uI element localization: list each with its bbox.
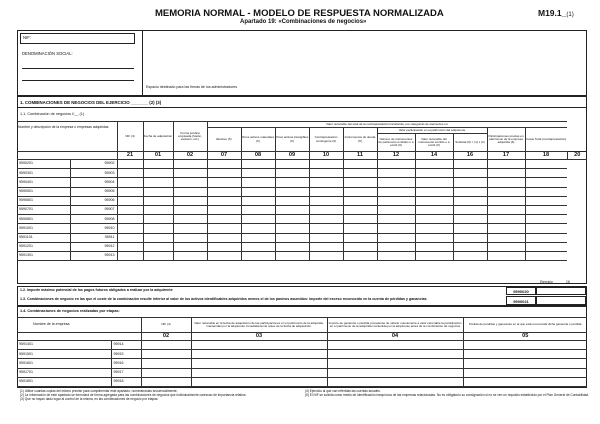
data-cell[interactable] [525,169,567,178]
data-cell[interactable] [117,251,143,260]
data-cell[interactable] [117,169,143,178]
row-code: 9591101 [17,233,70,242]
data-cell[interactable] [275,205,309,214]
data-cell[interactable] [343,215,377,224]
row-code: 9591401 [17,341,111,350]
col-header-otros-intangibles: Otros activos intangibles (6) [275,128,309,152]
line13-text: 1.3. Combinaciones de negocio en las que el coste de la combinación resulte inferior al valor de los activos identificables adquiridos menos el de los pasivos asumidos: importe del exceso reconocido en la cuenta de pérdidas y ganancias [20,297,427,301]
data-cell[interactable] [309,205,343,214]
data-cell[interactable] [453,242,487,251]
data-cell[interactable] [453,169,487,178]
data-cell[interactable] [117,160,143,169]
data-cell[interactable] [327,377,463,386]
data-cell[interactable] [141,341,191,350]
line13-value[interactable] [536,296,586,305]
line12-text: 1.2. Importe máximo potencial de los pagos futuros obligados a realizar por la adquirente [20,288,173,292]
footnote: (1) Utilice cuantas copias del mismo precise para cumplimentar este apartado, numerándolas secuencialmente. [20,389,178,393]
row-code: 9591001 [17,224,70,233]
col-header-subtotal: Subtotal (6) = (1) x (2) [453,134,487,152]
data-cell[interactable] [415,169,453,178]
col-number: 18 [525,152,567,160]
row-code: 9590401 [17,178,70,187]
data-cell[interactable] [525,215,567,224]
t2-col-number: 02 [141,333,191,341]
row-code: 9591301 [17,251,70,260]
data-cell[interactable] [117,187,143,196]
data-cell[interactable] [275,160,309,169]
row-code: 9591601 [17,359,111,368]
data-cell[interactable] [173,160,207,169]
row-code: 9590601 [17,196,70,205]
data-cell[interactable] [525,196,567,205]
col-header-num-instr: Número de instrumentos de patrimonio emitidos o a emitir (6) [377,134,415,152]
col-header-previas: Participaciones previas en patrimonio de la empresa adquirida (6) [487,128,525,152]
data-cell[interactable] [343,196,377,205]
data-cell[interactable] [207,196,241,205]
data-cell[interactable] [525,187,567,196]
data-cell[interactable] [343,242,377,251]
data-cell[interactable] [173,215,207,224]
nif-label: NIF: [23,35,31,40]
footnotes-right [305,390,590,398]
row-code: 9591701 [17,368,111,377]
row-key: 95912 [70,242,117,251]
data-cell[interactable] [415,178,453,187]
data-cell[interactable] [487,196,525,205]
data-cell[interactable] [487,178,525,187]
data-cell[interactable] [117,242,143,251]
denominacion-label: DENOMINACIÓN SOCIAL: [22,51,73,56]
id-box-divider [142,30,143,96]
data-cell[interactable] [275,233,309,242]
data-cell[interactable] [415,242,453,251]
row-code: 9590301 [17,169,70,178]
data-cell[interactable] [487,205,525,214]
col-number: 17 [487,152,525,160]
row-code: 9591801 [17,377,111,386]
row-key: 95916 [111,359,141,368]
table-row [17,368,587,377]
t2-col-header-nif: NIF (4) [141,318,191,333]
table-row [17,205,587,214]
data-cell[interactable] [343,233,377,242]
data-cell[interactable] [275,187,309,196]
col-number: 10 [309,152,343,160]
col-group-header: Valor razonable del total de la contraprestación transferida, por categorías de elementos en: [207,122,567,128]
col-header-coste: Coste Total (contraprestación) [525,128,567,152]
data-cell[interactable] [415,160,453,169]
data-cell[interactable] [525,178,567,187]
data-cell[interactable] [241,242,275,251]
t2-col-number-blank [17,333,141,341]
data-cell[interactable] [463,359,587,368]
data-cell[interactable] [143,169,173,178]
data-cell[interactable] [173,196,207,205]
data-cell[interactable] [377,178,415,187]
section14-title: 1.4. Combinaciones de negocios realizadas por etapas: [20,309,120,313]
data-cell[interactable] [377,215,415,224]
data-cell[interactable] [377,196,415,205]
table-row [17,160,587,169]
col-header-forma: Forma jurídica empleada (fusión, escisión, etc.) [173,122,207,152]
data-cell[interactable] [377,187,415,196]
data-cell[interactable] [117,178,143,187]
data-cell[interactable] [207,242,241,251]
data-cell[interactable] [141,350,191,359]
data-cell[interactable] [453,224,487,233]
denominacion-line-2[interactable] [22,80,134,81]
table-row [17,178,587,187]
footnote: (2) La información de este apartado se formulará de forma agregada para las combinaciones de negocios que individualmente carezcan de importancia relativa. [20,392,247,397]
data-cell[interactable] [143,224,173,233]
table-row [17,350,587,359]
section1-title: 1. COMBINACIONES DE NEGOCIOS DEL EJERCICIO _______ (2) (3) [20,100,162,105]
data-cell[interactable] [525,242,567,251]
data-cell[interactable] [241,196,275,205]
data-cell[interactable] [415,215,453,224]
data-cell[interactable] [309,224,343,233]
col-header-name: Nombre y descripción de la empresa o empresas adquiridas [17,122,117,152]
data-cell[interactable] [309,242,343,251]
col-header-fecha: Fecha de adquisición [143,122,173,152]
section11-title: 1.1. Combinación de negocios I/__ (1) [20,112,85,116]
data-cell[interactable] [309,251,343,260]
data-cell[interactable] [207,251,241,260]
data-cell[interactable] [377,233,415,242]
data-cell[interactable] [275,224,309,233]
footnote: (5) El NIF se solicita como medio de identificación inequívoca de las empresas relacionadas. No es obligatorio su consignación si no se ven un requisito establecido por el Plan General de Contabilidad. [305,392,590,397]
data-cell[interactable] [143,242,173,251]
denominacion-line-1[interactable] [22,68,134,69]
col-header-nif: NIF (4) [117,122,143,152]
data-cell[interactable] [207,169,241,178]
data-cell[interactable] [207,233,241,242]
col-number: 20 [567,152,587,160]
data-cell[interactable] [117,215,143,224]
data-cell[interactable] [525,224,567,233]
data-cell[interactable] [141,377,191,386]
data-cell[interactable] [241,233,275,242]
footnote: (3) Que no hayan dado lugar al control de la misma, en las combinaciones de negocio por etapas. [20,396,159,401]
data-cell[interactable] [173,205,207,214]
data-cell[interactable] [207,205,241,214]
data-cell[interactable] [487,242,525,251]
data-cell[interactable] [487,169,525,178]
row-key: 95913 [70,251,117,260]
data-cell[interactable] [143,205,173,214]
data-cell[interactable] [241,205,275,214]
row-key: 95902 [70,160,117,169]
t2-col-header-ganancia: Importe de ganancia o pérdida procedente de valorar nuevamente a valor razonable la participación en el patrimonio de la adquirida mantenida por la adquirente antes de la combinación de negocios [327,318,463,333]
data-cell[interactable] [207,187,241,196]
data-cell[interactable] [327,368,463,377]
data-cell[interactable] [463,368,587,377]
data-cell[interactable] [525,251,567,260]
data-cell[interactable] [327,350,463,359]
data-cell[interactable] [207,160,241,169]
data-cell[interactable] [415,205,453,214]
row-key: 95906 [70,196,117,205]
line13-code: 9590021 [506,296,536,305]
table-row [17,187,587,196]
table-row [17,242,587,251]
data-cell[interactable] [143,233,173,242]
row-code: 9591501 [17,350,111,359]
table-row [17,233,587,242]
row-code: 9591201 [17,242,70,251]
col-number: 14 [415,152,453,160]
data-cell[interactable] [453,160,487,169]
data-cell[interactable] [241,215,275,224]
t2-col-header-name: Nombre de la empresa [17,318,141,333]
data-cell[interactable] [173,178,207,187]
data-cell[interactable] [173,251,207,260]
data-cell[interactable] [275,169,309,178]
col-number: 09 [275,152,309,160]
row-key: 95914 [111,341,141,350]
t2-col-number: 04 [327,333,463,341]
data-cell[interactable] [241,187,275,196]
col-header-otros-materiales: Otros activos materiales (6) [241,128,275,152]
data-cell[interactable] [525,205,567,214]
data-cell[interactable] [117,205,143,214]
data-cell[interactable] [241,160,275,169]
row-key: 95918 [111,377,141,386]
col-number-blank [17,152,117,160]
data-cell[interactable] [343,169,377,178]
col-subgroup-header: Valor participación en el patrimonio del adquirente [377,128,487,134]
table-row [17,196,587,205]
data-cell[interactable] [463,350,587,359]
data-cell[interactable] [453,178,487,187]
data-cell[interactable] [173,187,207,196]
row-code: 9590501 [17,187,70,196]
data-cell[interactable] [343,224,377,233]
data-cell[interactable] [463,377,587,386]
data-cell[interactable] [143,178,173,187]
data-cell[interactable] [117,233,143,242]
data-cell[interactable] [343,160,377,169]
col-number: 16 [453,152,487,160]
footnote: (4) Ejercicio al que van referidas las cuentas anuales. [305,389,381,393]
col-number: 01 [143,152,173,160]
data-cell[interactable] [343,178,377,187]
col-header-efectivo: Efectivo (5) [207,128,241,152]
data-cell[interactable] [453,196,487,205]
t2-col-header-partida: Partida de pérdidas y ganancias en la que está reconocida dicha ganancia o pérdida [463,318,587,333]
data-cell[interactable] [241,251,275,260]
data-cell[interactable] [241,178,275,187]
data-cell[interactable] [415,233,453,242]
data-cell[interactable] [207,215,241,224]
data-cell[interactable] [117,196,143,205]
data-cell[interactable] [309,169,343,178]
table-row [17,215,587,224]
data-cell[interactable] [191,350,327,359]
data-cell[interactable] [309,178,343,187]
data-cell[interactable] [453,205,487,214]
col-header-valor-instr: Valor razonable del instrumento emitido o a emitir (6) [415,134,453,152]
nif-field[interactable] [20,33,135,44]
data-cell[interactable] [241,224,275,233]
data-cell[interactable] [309,160,343,169]
model-code [538,8,574,18]
data-cell[interactable] [487,160,525,169]
data-cell[interactable] [377,169,415,178]
col-number: 12 [377,152,415,160]
data-cell[interactable] [143,196,173,205]
data-cell[interactable] [487,233,525,242]
row-key: 95910 [70,224,117,233]
col-number: 02 [173,152,207,160]
table-row [17,169,587,178]
data-cell[interactable] [143,215,173,224]
data-cell[interactable] [117,224,143,233]
data-cell[interactable] [141,359,191,368]
row-key: 95905 [70,187,117,196]
row-code: 9590701 [17,205,70,214]
data-cell[interactable] [487,187,525,196]
data-cell[interactable] [487,215,525,224]
table-row [17,251,587,260]
line12-value[interactable] [536,287,586,295]
data-cell[interactable] [143,251,173,260]
ejercicio-label: Ejercicio ______ (3) [540,280,571,284]
t2-col-header-valor: Valor razonable en la fecha de adquisición de las participaciones en el patrimonio de la adquirida, mantenidas por la adquirente inmediatamente antes de la fecha de adquisición. [191,318,327,333]
data-cell[interactable] [275,251,309,260]
data-cell[interactable] [173,233,207,242]
footnotes-left [20,390,300,401]
data-cell[interactable] [173,242,207,251]
data-cell[interactable] [191,377,327,386]
data-cell[interactable] [241,169,275,178]
table-row [17,359,587,368]
t2-col-number: 05 [463,333,587,341]
table-row [17,377,587,386]
col-header-deuda: Instrumentos de deuda (6) [343,128,377,152]
data-cell[interactable] [525,233,567,242]
model-code-text: M19.1_ [538,8,567,18]
data-cell[interactable] [415,187,453,196]
firmas-label: Espacio destinado para las firmas de los administradores [146,85,238,89]
data-cell[interactable] [343,205,377,214]
data-cell[interactable] [453,251,487,260]
row-key: 95904 [70,178,117,187]
data-cell[interactable] [453,187,487,196]
data-cell[interactable] [327,341,463,350]
data-cell[interactable] [377,251,415,260]
page-subtitle: Apartado 19: «Combinaciones de negocios» [240,19,367,25]
data-cell[interactable] [377,205,415,214]
col-number: 07 [207,152,241,160]
data-cell[interactable] [207,224,241,233]
row-key: 95915 [111,350,141,359]
data-cell[interactable] [309,215,343,224]
data-cell[interactable] [275,215,309,224]
data-cell[interactable] [143,187,173,196]
data-cell[interactable] [309,196,343,205]
data-cell[interactable] [343,251,377,260]
col-number: 11 [343,152,377,160]
data-cell[interactable] [415,196,453,205]
data-cell[interactable] [143,160,173,169]
data-cell[interactable] [141,368,191,377]
data-cell[interactable] [525,160,567,169]
data-cell[interactable] [453,233,487,242]
data-cell[interactable] [191,359,327,368]
col-number: 08 [241,152,275,160]
data-cell[interactable] [377,160,415,169]
row-key: 95903 [70,169,117,178]
model-suffix: (1) [566,12,574,18]
table-row [17,341,587,350]
data-cell[interactable] [275,178,309,187]
row-key: 95917 [111,368,141,377]
section1-divider [17,107,587,108]
data-cell[interactable] [207,178,241,187]
row-key: 95907 [70,205,117,214]
data-cell[interactable] [275,196,309,205]
row-code: 9590201 [17,160,70,169]
data-cell[interactable] [327,359,463,368]
data-cell[interactable] [377,224,415,233]
stages-table [17,317,587,387]
data-cell[interactable] [173,224,207,233]
data-cell[interactable] [275,242,309,251]
data-cell[interactable] [343,187,377,196]
data-cell[interactable] [309,233,343,242]
data-cell[interactable] [453,215,487,224]
data-cell[interactable] [415,224,453,233]
row-key: 95908 [70,215,117,224]
table-row [17,224,587,233]
col-header-contingente: Contraprestación contingente (6) [309,128,343,152]
line12-code: 9590020 [506,287,536,295]
t2-col-number: 03 [191,333,327,341]
data-cell[interactable] [377,242,415,251]
row-key: 95911 [70,233,117,242]
data-cell[interactable] [487,224,525,233]
col-number: 21 [117,152,143,160]
data-cell[interactable] [191,368,327,377]
data-cell[interactable] [463,341,587,350]
page-title: MEMORIA NORMAL - MODELO DE RESPUESTA NORMALIZADA [155,8,444,19]
data-cell[interactable] [415,251,453,260]
combinations-table [17,121,587,261]
data-cell[interactable] [173,169,207,178]
row-code: 9590801 [17,215,70,224]
data-cell[interactable] [191,341,327,350]
data-cell[interactable] [487,251,525,260]
data-cell[interactable] [309,187,343,196]
